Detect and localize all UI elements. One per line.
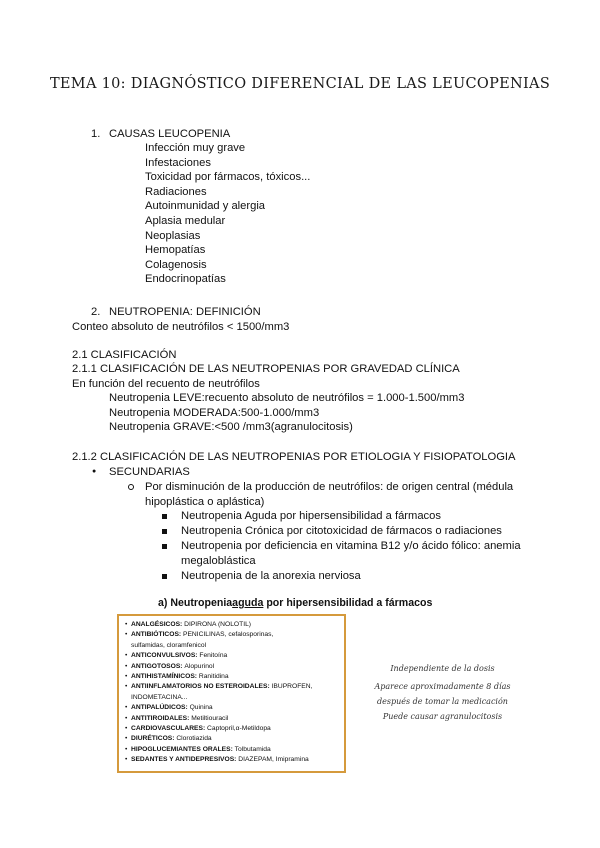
- intro-text: En función del recuento de neutrófilos: [72, 378, 260, 390]
- cause-item: Infestaciones: [145, 156, 211, 169]
- figure-caption: a) Neutropeniaaguda por hipersensibilidad a fármacos: [158, 597, 433, 609]
- drug-row: [125, 703, 213, 712]
- dot-icon: •: [125, 714, 128, 722]
- drug-class-label: SEDANTES Y ANTIDEPRESIVOS:: [131, 756, 239, 764]
- list-item: SECUNDARIAS: [109, 466, 190, 478]
- cause-item: Endocrinopatías: [145, 273, 226, 286]
- drug-names: PENICILINAS, cefalosporinas,: [183, 631, 274, 639]
- dot-icon: •: [125, 756, 128, 764]
- severity-item: Neutropenia GRAVE:<500 /mm3(agranulocitosis): [109, 421, 353, 434]
- severity-item: Neutropenia LEVE:recuento absoluto de neutrófilos = 1.000-1.500/mm3: [109, 392, 465, 404]
- dot-icon: •: [125, 652, 128, 660]
- drug-row: [125, 745, 271, 754]
- section-number: 1.: [91, 128, 101, 140]
- drug-row: [125, 620, 251, 629]
- dot-icon: •: [125, 683, 128, 691]
- drug-row: [125, 724, 271, 733]
- type-item: Neutropenia por deficiencia en vitamina B12 y/o ácido fólico: anemia: [181, 540, 521, 552]
- drug-class-label: ANTIINFLAMATORIOS NO ESTEROIDALES:: [131, 683, 272, 691]
- cause-item: Toxicidad por fármacos, tóxicos...: [145, 171, 311, 184]
- drug-row: [125, 734, 212, 743]
- drug-row: [125, 682, 312, 691]
- type-item: Neutropenia Aguda por hipersensibilidad a fármacos: [181, 510, 441, 522]
- drug-names: DIAZEPAM, Imipramina: [238, 756, 309, 764]
- subsection-heading: 2.1.2 CLASIFICACIÓN DE LAS NEUTROPENIAS POR ETIOLOGIA Y FISIOPATOLOGIA: [72, 451, 516, 463]
- drug-class-label: HIPOGLUCEMIANTES ORALES:: [131, 745, 235, 753]
- dot-icon: •: [125, 662, 128, 670]
- square-bullet-icon: [162, 514, 167, 519]
- figure-note: Independiente de la dosis: [390, 664, 495, 673]
- subsection-heading: 2.1.1 CLASIFICACIÓN DE LAS NEUTROPENIAS POR GRAVEDAD CLÍNICA: [72, 363, 460, 375]
- cause-item: Aplasia medular: [145, 215, 226, 227]
- drug-class-label: CARDIOVASCULARES:: [131, 725, 208, 732]
- type-item: Neutropenia Crónica por citotoxicidad de fármacos o radiaciones: [181, 525, 502, 537]
- dot-icon: •: [125, 745, 128, 753]
- dot-icon: •: [125, 735, 128, 743]
- cause-item: Neoplasias: [145, 229, 201, 242]
- drug-class-label: ANTIBIÓTICOS:: [131, 631, 184, 639]
- drug-names: INDOMETACINA...: [131, 693, 188, 701]
- drug-names: IBUPROFEN,: [271, 683, 313, 691]
- cause-item: Radiaciones: [145, 185, 207, 198]
- square-bullet-icon: [162, 574, 167, 579]
- caption-underlined: aguda: [232, 597, 264, 609]
- figure-note: después de tomar la medicación: [377, 697, 508, 706]
- list-item-continuation: hipoplástica o aplástica): [145, 496, 265, 508]
- drug-names: Ranitidina: [198, 673, 229, 680]
- dot-icon: •: [125, 673, 128, 680]
- drug-names: Tolbutamida: [234, 745, 271, 753]
- type-item: megaloblástica: [181, 555, 256, 567]
- drug-row: [125, 672, 229, 681]
- drug-names: Captopril,α-Metildopa: [207, 725, 271, 732]
- drug-class-label: ANTIPALÚDICOS:: [131, 704, 190, 712]
- list-item: Por disminución de la producción de neutrófilos: de origen central (médula: [145, 481, 514, 493]
- square-bullet-icon: [162, 544, 167, 549]
- dot-icon: •: [125, 621, 128, 628]
- cause-item: Colagenosis: [145, 258, 207, 271]
- drug-row: [125, 651, 227, 660]
- drug-row: [125, 662, 214, 671]
- drug-row: [125, 714, 228, 723]
- cause-item: Infección muy grave: [145, 142, 246, 154]
- subsection-heading: 2.1 CLASIFICACIÓN: [72, 349, 177, 361]
- figure-note: Puede causar agranulocitosis: [382, 712, 503, 721]
- hollow-bullet-icon: [128, 484, 134, 490]
- drug-class-label: ANTIGOTOSOS:: [131, 662, 185, 670]
- drug-class-label: ANTICONVULSIVOS:: [131, 652, 200, 660]
- drug-names: Alopurinol: [184, 662, 215, 670]
- cause-item: Autoinmunidad y alergia: [145, 200, 266, 213]
- section-heading: NEUTROPENIA: DEFINICIÓN: [109, 306, 261, 318]
- drug-class-label: ANTITIROIDALES:: [131, 714, 192, 722]
- section-number: 2.: [91, 306, 101, 318]
- severity-item: Neutropenia MODERADA:500-1.000/mm3: [109, 406, 320, 419]
- bullet-icon: ●: [92, 468, 97, 475]
- square-bullet-icon: [162, 529, 167, 534]
- dot-icon: •: [125, 704, 128, 712]
- drug-names: Fenitoína: [199, 652, 228, 660]
- section-heading: CAUSAS LEUCOPENIA: [109, 128, 231, 140]
- dot-icon: •: [125, 725, 128, 732]
- drug-table-box: [117, 614, 346, 773]
- page-title: TEMA 10: DIAGNÓSTICO DIFERENCIAL DE LAS LEUCOPENIAS: [49, 76, 551, 92]
- figure-note: Aparece aproximadamente 8 días: [374, 682, 511, 691]
- drug-names: Metiltiouracil: [191, 714, 229, 722]
- drug-names: DIPIRONA (NOLOTIL): [184, 621, 252, 628]
- drug-row: [125, 630, 273, 639]
- type-item: Neutropenia de la anorexia nerviosa: [181, 570, 361, 582]
- drug-names: Clorotiazida: [176, 735, 212, 743]
- drug-class-label: ANTIHISTAMÍNICOS:: [131, 673, 199, 680]
- drug-names: sulfamidas, cloramfenicol: [131, 641, 207, 649]
- drug-row: [125, 641, 206, 650]
- drug-names: Quinina: [189, 704, 213, 712]
- drug-class-label: ANALGÉSICOS:: [131, 621, 185, 628]
- definition-text: Conteo absoluto de neutrófilos < 1500/mm3: [72, 321, 290, 333]
- cause-item: Hemopatías: [145, 244, 206, 257]
- dot-icon: •: [125, 631, 128, 639]
- drug-row: [125, 693, 187, 702]
- drug-class-label: DIURÉTICOS:: [131, 735, 177, 743]
- drug-row: [125, 755, 309, 764]
